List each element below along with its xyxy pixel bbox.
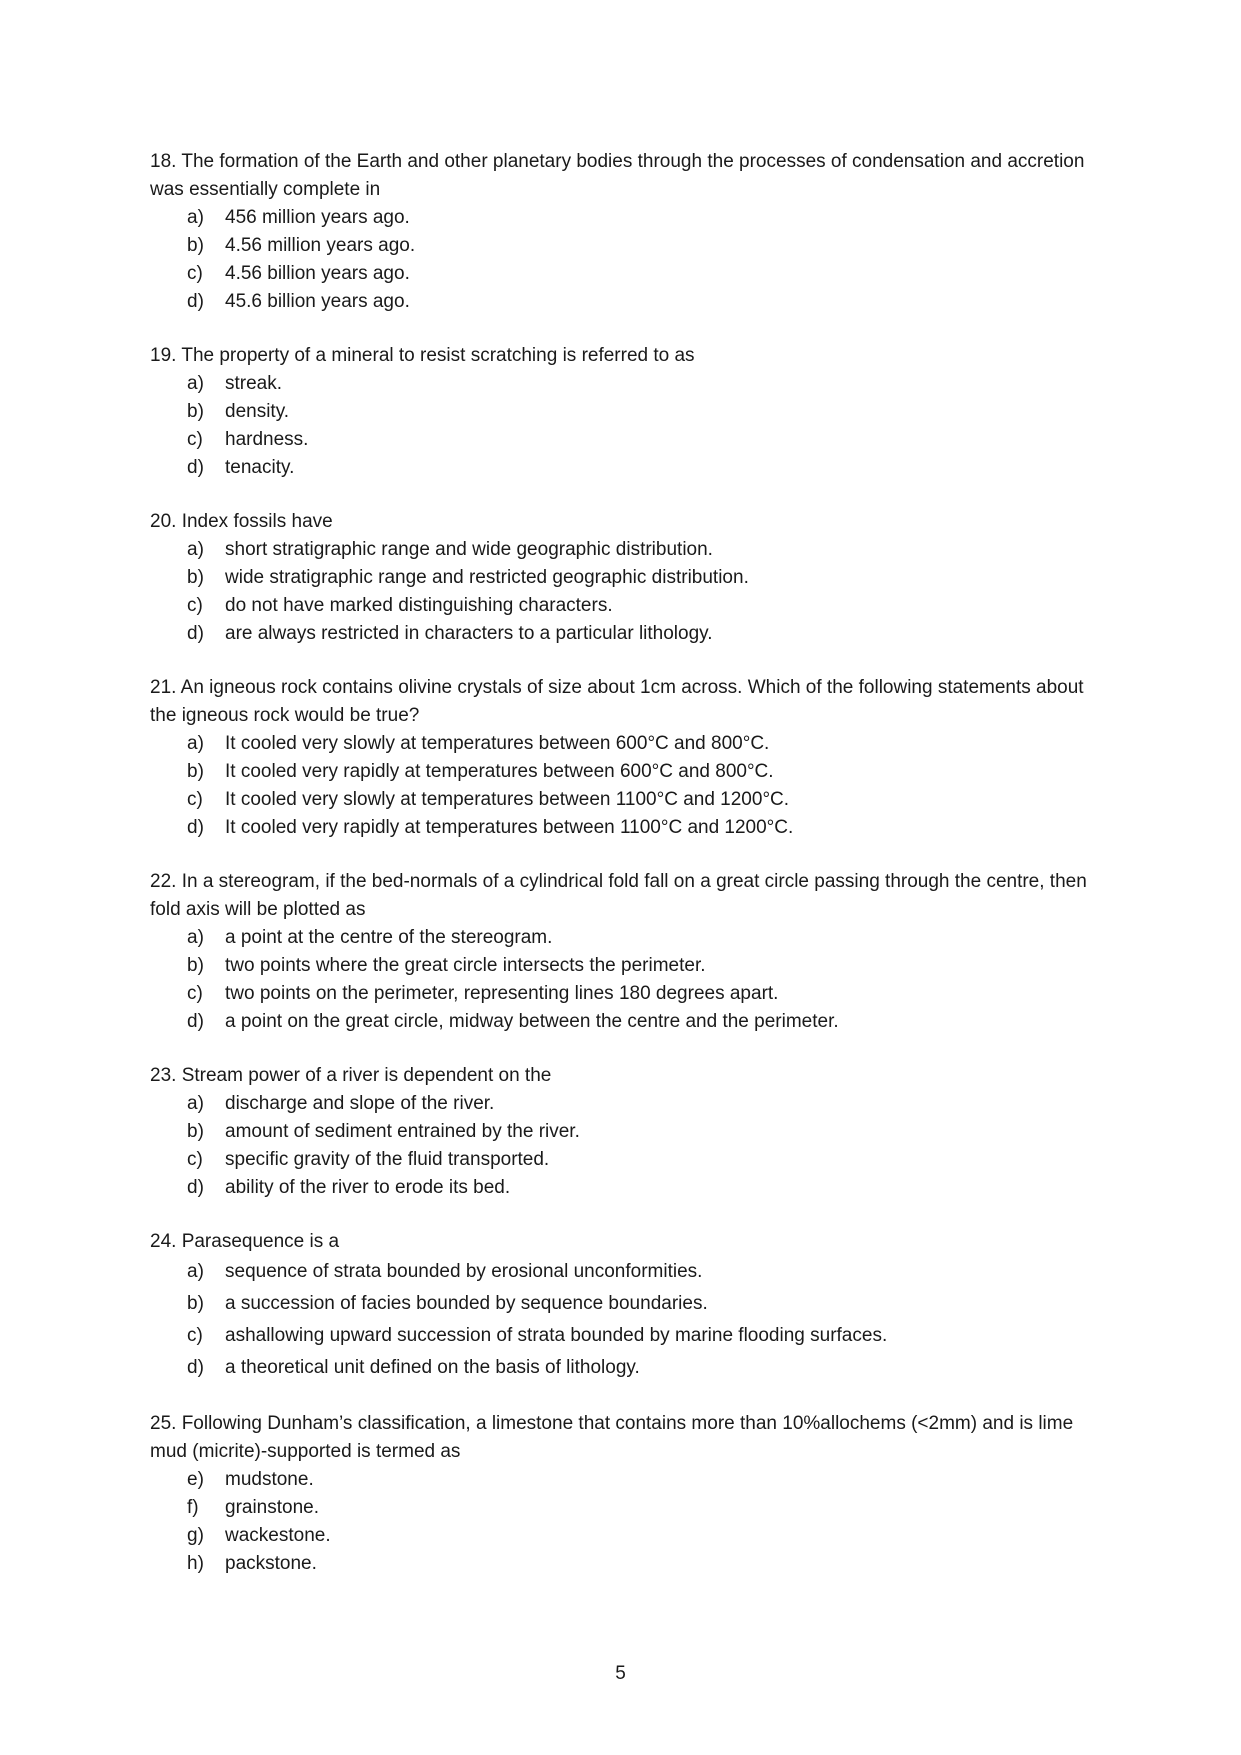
option-letter: c) — [187, 983, 203, 1004]
option-list — [150, 370, 1090, 482]
option-text: a theoretical unit defined on the basis of lithology. — [225, 1357, 640, 1378]
option-text: are always restricted in characters to a particular lithology. — [225, 623, 713, 644]
option-letter: b) — [187, 567, 204, 588]
option-letter: e) — [187, 1469, 204, 1490]
option-b — [187, 758, 1090, 786]
option-text: density. — [225, 401, 290, 422]
option-text: amount of sediment entrained by the river. — [225, 1121, 580, 1142]
option-letter: d) — [187, 623, 204, 644]
question-23 — [150, 1062, 1090, 1202]
option-text: streak. — [225, 373, 283, 394]
option-text: specific gravity of the fluid transported. — [225, 1149, 550, 1170]
option-text: two points on the perimeter, representing lines 180 degrees apart. — [225, 983, 779, 1004]
option-a — [187, 536, 1090, 564]
option-letter: d) — [187, 457, 204, 478]
option-list — [150, 204, 1090, 316]
option-letter: c) — [187, 789, 203, 810]
option-letter: a) — [187, 1093, 204, 1114]
question-22 — [150, 868, 1090, 1036]
option-letter: a) — [187, 927, 204, 948]
option-text: It cooled very rapidly at temperatures between 1100°C and 1200°C. — [225, 817, 794, 838]
option-text: sequence of strata bounded by erosional unconformities. — [225, 1261, 703, 1282]
option-d — [187, 454, 1090, 482]
option-c — [187, 592, 1090, 620]
option-letter: a) — [187, 539, 204, 560]
option-b — [187, 1288, 1090, 1320]
question-stem: 20. Index fossils have — [150, 511, 333, 532]
question-stem: 21. An igneous rock contains olivine crystals of size about 1cm across. Which of the following statements about the igneous rock would be true? — [150, 677, 1084, 726]
option-letter: d) — [187, 291, 204, 312]
option-list — [150, 1256, 1090, 1384]
option-letter: c) — [187, 1149, 203, 1170]
question-stem: 24. Parasequence is a — [150, 1231, 340, 1252]
option-d — [187, 814, 1090, 842]
question-page — [150, 148, 1090, 1604]
option-text: hardness. — [225, 429, 309, 450]
option-text: ability of the river to erode its bed. — [225, 1177, 511, 1198]
question-21 — [150, 674, 1090, 842]
option-letter: d) — [187, 1177, 204, 1198]
option-c — [187, 980, 1090, 1008]
option-text: two points where the great circle intersects the perimeter. — [225, 955, 706, 976]
option-b — [187, 564, 1090, 592]
option-letter: c) — [187, 429, 203, 450]
option-text: It cooled very slowly at temperatures between 600°C and 800°C. — [225, 733, 770, 754]
option-f — [187, 1494, 1090, 1522]
option-letter: b) — [187, 235, 204, 256]
option-text: packstone. — [225, 1553, 317, 1574]
option-list — [150, 924, 1090, 1036]
question-25 — [150, 1410, 1090, 1578]
option-a — [187, 924, 1090, 952]
option-e — [187, 1466, 1090, 1494]
option-text: It cooled very slowly at temperatures between 1100°C and 1200°C. — [225, 789, 790, 810]
option-a — [187, 204, 1090, 232]
option-text: a point at the centre of the stereogram. — [225, 927, 553, 948]
question-19 — [150, 342, 1090, 482]
option-text: tenacity. — [225, 457, 295, 478]
question-stem: 23. Stream power of a river is dependent on the — [150, 1065, 552, 1086]
option-list — [150, 536, 1090, 648]
option-a — [187, 1090, 1090, 1118]
option-letter: c) — [187, 595, 203, 616]
option-b — [187, 1118, 1090, 1146]
question-stem: 22. In a stereogram, if the bed-normals of a cylindrical fold fall on a great circle passing through the centre, then fold axis will be plotted as — [150, 871, 1087, 920]
option-text: grainstone. — [225, 1497, 320, 1518]
option-c — [187, 1320, 1090, 1352]
option-list — [150, 1090, 1090, 1202]
option-letter: g) — [187, 1525, 204, 1546]
question-stem: 18. The formation of the Earth and other planetary bodies through the processes of condensation and accretion was essentially complete in — [150, 151, 1085, 200]
option-letter: a) — [187, 733, 204, 754]
option-d — [187, 1174, 1090, 1202]
question-stem: 25. Following Dunham’s classification, a limestone that contains more than 10%allochems (<2mm) and is lime mud (micrite)-supported is termed as — [150, 1413, 1074, 1462]
option-a — [187, 370, 1090, 398]
option-text: wackestone. — [225, 1525, 331, 1546]
option-letter: b) — [187, 761, 204, 782]
option-letter: a) — [187, 1261, 204, 1282]
option-letter: d) — [187, 1011, 204, 1032]
option-list — [150, 1466, 1090, 1578]
option-letter: d) — [187, 1357, 204, 1378]
option-letter: d) — [187, 817, 204, 838]
option-letter: b) — [187, 1293, 204, 1314]
option-text: wide stratigraphic range and restricted geographic distribution. — [225, 567, 749, 588]
option-text: discharge and slope of the river. — [225, 1093, 495, 1114]
option-text: 456 million years ago. — [225, 207, 410, 228]
option-text: 45.6 billion years ago. — [225, 291, 410, 312]
option-letter: c) — [187, 1325, 203, 1346]
option-h — [187, 1550, 1090, 1578]
option-d — [187, 1352, 1090, 1384]
option-d — [187, 1008, 1090, 1036]
option-c — [187, 1146, 1090, 1174]
option-text: ashallowing upward succession of strata bounded by marine flooding surfaces. — [225, 1325, 888, 1346]
option-letter: b) — [187, 401, 204, 422]
option-letter: b) — [187, 1121, 204, 1142]
option-c — [187, 260, 1090, 288]
option-text: 4.56 million years ago. — [225, 235, 416, 256]
option-text: short stratigraphic range and wide geographic distribution. — [225, 539, 713, 560]
question-20 — [150, 508, 1090, 648]
option-text: do not have marked distinguishing characters. — [225, 595, 613, 616]
option-c — [187, 786, 1090, 814]
option-g — [187, 1522, 1090, 1550]
option-b — [187, 952, 1090, 980]
question-24 — [150, 1228, 1090, 1384]
page-number: 5 — [615, 1663, 626, 1684]
option-text: 4.56 billion years ago. — [225, 263, 410, 284]
option-letter: b) — [187, 955, 204, 976]
question-18 — [150, 148, 1090, 316]
option-list — [150, 730, 1090, 842]
option-b — [187, 232, 1090, 260]
option-a — [187, 1256, 1090, 1288]
option-a — [187, 730, 1090, 758]
option-letter: a) — [187, 207, 204, 228]
option-d — [187, 288, 1090, 316]
option-letter: c) — [187, 263, 203, 284]
option-c — [187, 426, 1090, 454]
option-letter: a) — [187, 373, 204, 394]
option-letter: h) — [187, 1553, 204, 1574]
option-text: a point on the great circle, midway between the centre and the perimeter. — [225, 1011, 839, 1032]
option-text: It cooled very rapidly at temperatures between 600°C and 800°C. — [225, 761, 774, 782]
option-letter: f) — [187, 1497, 199, 1518]
question-stem: 19. The property of a mineral to resist scratching is referred to as — [150, 345, 695, 366]
option-text: mudstone. — [225, 1469, 314, 1490]
option-text: a succession of facies bounded by sequence boundaries. — [225, 1293, 708, 1314]
option-d — [187, 620, 1090, 648]
option-b — [187, 398, 1090, 426]
